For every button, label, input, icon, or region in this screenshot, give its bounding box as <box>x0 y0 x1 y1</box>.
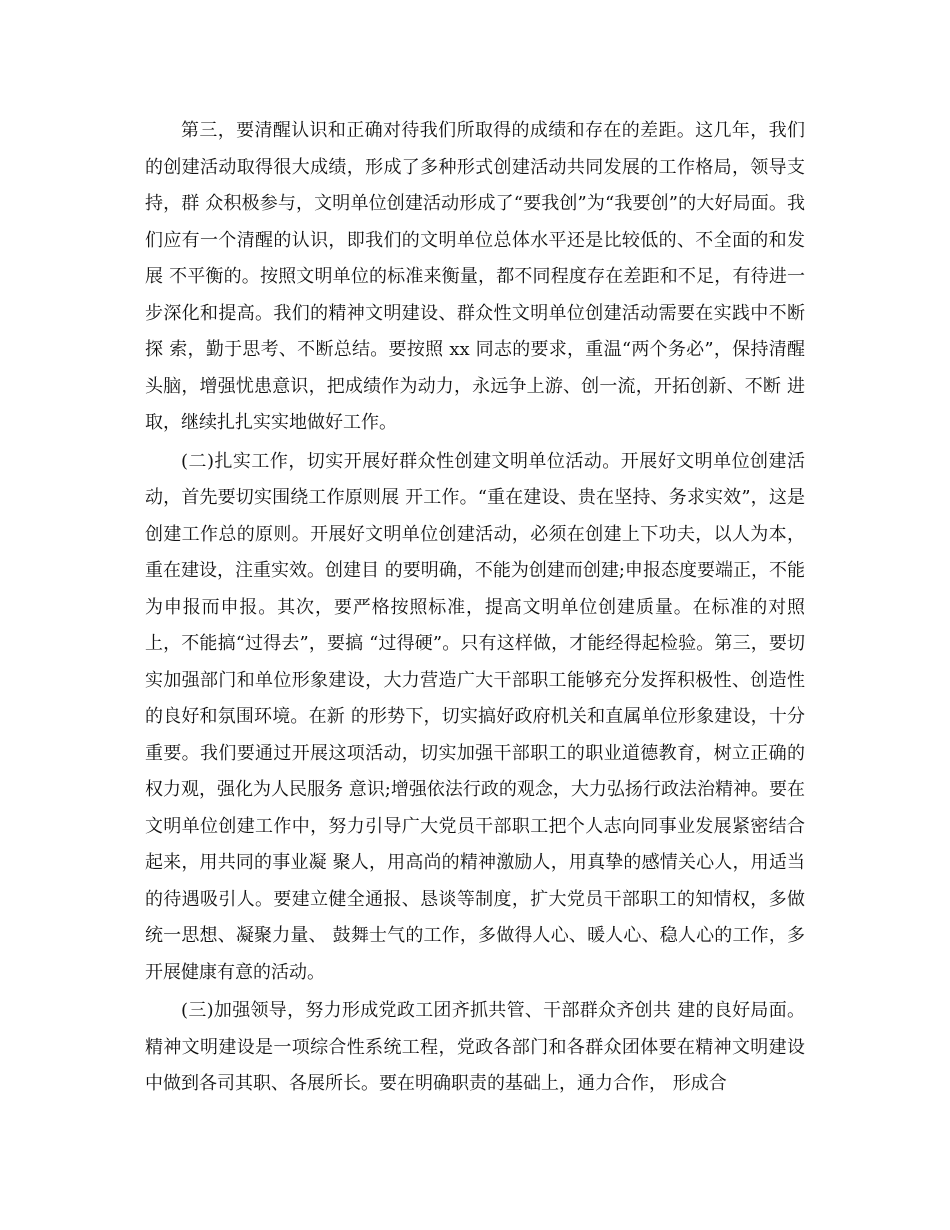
paragraph-3: (三)加强领导，努力形成党政工团齐抓共管、干部群众齐创共 建的良好局面。精神文明建设是一项综合性系统工程，党政各部门和各群众团体要在精神文明建设中做到各司其职、各展所长。要在明确职责的基础上，通力合作， 形成合 <box>145 1000 805 1094</box>
paragraph-1: 第三，要清醒认识和正确对待我们所取得的成绩和存在的差距。这几年，我们的创建活动取得很大成绩，形成了多种形式创建活动共同发展的工作格局，领导支持，群 众积极参与，文明单位创建活动形成了“要我创”为“我要创”的大好局面。我们应有一个清醒的认识，即我们的文明单位总体水平还是比较低的、不全面的和发展 不平衡的。按照文明单位的标准来衡量，都不同程度存在差距和不足，有待进一步深化和提高。我们的精神文明建设、群众性文明单位创建活动需要在实践中不断探 索，勤于思考、不断总结。要按照 xx 同志的要求，重温“两个务必”，保持清醒头脑，增强忧患意识，把成绩作为动力，永远争上游、创一流，开拓创新、不断 进取，继续扎扎实实地做好工作。 <box>145 120 805 433</box>
paragraph-2: (二)扎实工作，切实开展好群众性创建文明单位活动。开展好文明单位创建活动，首先要切实围绕工作原则展 开工作。“重在建设、贵在坚持、务求实效”，这是创建工作总的原则。开展好文明单位创建活动，必须在创建上下功夫，以人为本，重在建设，注重实效。创建目 的要明确，不能为创建而创建;申报态度要端正，不能为申报而申报。其次，要严格按照标准，提高文明单位创建质量。在标准的对照上，不能搞“过得去”，要搞 “过得硬”。只有这样做，才能经得起检验。第三，要切实加强部门和单位形象建设，大力营造广大干部职工能够充分发挥积极性、创造性的良好和氛围环境。在新 的形势下，切实搞好政府机关和直属单位形象建设，十分重要。我们要通过开展这项活动，切实加强干部职工的职业道德教育，树立正确的权力观，强化为人民服务 意识;增强依法行政的观念，大力弘扬行政法治精神。要在文明单位创建工作中，努力引导广大党员干部职工把个人志向同事业发展紧密结合起来，用共同的事业凝 聚人，用高尚的精神激励人，用真挚的感情关心人，用适当的待遇吸引人。要建立健全通报、恳谈等制度，扩大党员干部职工的知情权，多做统一思想、凝聚力量、 鼓舞士气的工作，多做得人心、暖人心、稳人心的工作，多开展健康有意的活动。 <box>145 450 805 983</box>
document-body <box>145 113 805 1105</box>
